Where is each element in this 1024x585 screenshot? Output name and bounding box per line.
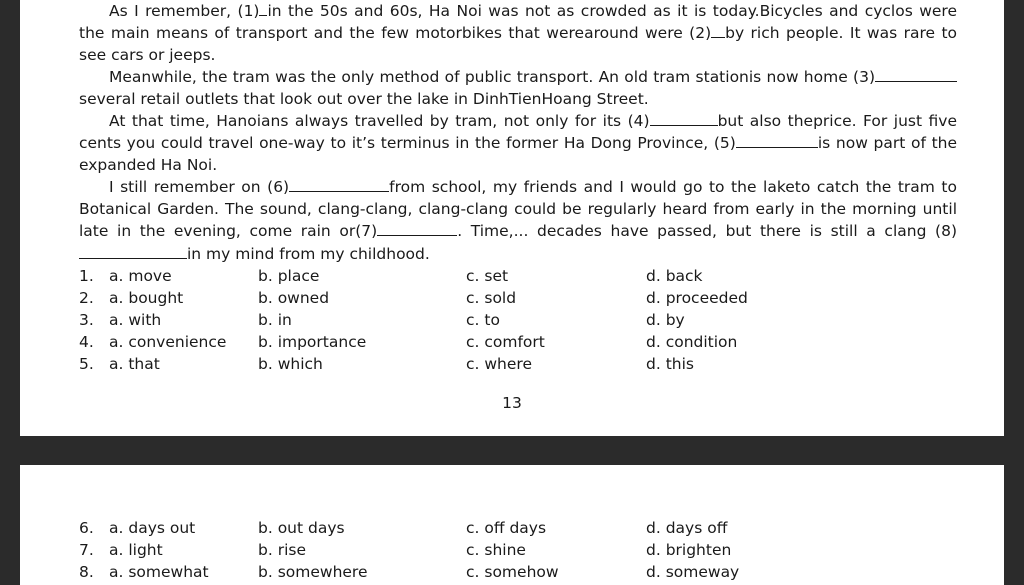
question-number: 1. xyxy=(79,267,94,285)
blank-8 xyxy=(79,243,187,259)
option-a: a. with xyxy=(109,311,162,329)
option-d: d. condition xyxy=(646,333,738,351)
option-d: d. by xyxy=(646,311,685,329)
question-row-2 xyxy=(20,287,1004,309)
worksheet-page-14 xyxy=(20,465,1004,585)
option-b: b. owned xyxy=(258,289,330,307)
blank-2 xyxy=(711,22,725,38)
option-a: a. light xyxy=(109,541,163,559)
question-row-1 xyxy=(20,265,1004,287)
blank-3a xyxy=(875,66,935,82)
option-d: d. days off xyxy=(646,519,728,537)
passage-paragraph-1: As I remember, (1) in the 50s and 60s, Ha Noi was not as crowded as it is today.Bicycles and cyclos were the main means of transport and the few motorbikes that werearound were (2) by rich people. It was rare to see cars or jeeps. xyxy=(79,2,958,65)
blank-4 xyxy=(650,110,718,126)
option-d: d. back xyxy=(646,267,703,285)
passage-paragraph-2: Meanwhile, the tram was the only method of public transport. An old tram stationis now home (3)several retail outlets that look out over the lake in DinhTienHoang Street. xyxy=(79,66,957,110)
option-a: a. days out xyxy=(109,519,196,537)
page-number: 13 xyxy=(502,394,522,412)
option-c: c. off days xyxy=(466,519,547,537)
option-c: c. shine xyxy=(466,541,526,559)
option-c: c. to xyxy=(466,311,500,329)
question-row-7 xyxy=(20,539,1004,561)
option-d: d. someway xyxy=(646,563,740,581)
option-a: a. that xyxy=(109,355,160,373)
question-number: 4. xyxy=(79,333,94,351)
option-c: c. sold xyxy=(466,289,517,307)
question-row-8 xyxy=(20,561,1004,583)
blank-5 xyxy=(736,132,818,148)
option-a: a. somewhat xyxy=(109,563,209,581)
option-d: d. brighten xyxy=(646,541,732,559)
question-number: 5. xyxy=(79,355,94,373)
question-row-5 xyxy=(20,353,1004,375)
passage-paragraph-3: At that time, Hanoians always travelled by tram, not only for its (4) but also theprice. For just five cents you could travel one-way to it’s terminus in the former Ha Dong Province, (5) is now part of the expanded Ha Noi. xyxy=(79,112,958,175)
question-number: 7. xyxy=(79,541,94,559)
option-b: b. which xyxy=(258,355,323,373)
option-c: c. somehow xyxy=(466,563,559,581)
question-number: 3. xyxy=(79,311,94,329)
option-c: c. comfort xyxy=(466,333,545,351)
question-row-4 xyxy=(20,331,1004,353)
option-c: c. where xyxy=(466,355,532,373)
option-a: a. move xyxy=(109,267,172,285)
question-row-3 xyxy=(20,309,1004,331)
option-a: a. convenience xyxy=(109,333,227,351)
option-c: c. set xyxy=(466,267,509,285)
option-b: b. place xyxy=(258,267,320,285)
option-b: b. somewhere xyxy=(258,563,368,581)
question-row-6 xyxy=(20,517,1004,539)
question-number: 2. xyxy=(79,289,94,307)
worksheet-page-13 xyxy=(20,0,1004,436)
blank-6 xyxy=(289,176,389,192)
option-d: d. proceeded xyxy=(646,289,748,307)
option-b: b. importance xyxy=(258,333,367,351)
blank-3b xyxy=(935,66,957,82)
blank-7 xyxy=(377,220,457,236)
passage-paragraph-4: I still remember on (6) from school, my friends and I would go to the laketo catch the tram to Botanical Garden. The sound, clang-clang, clang-clang could be regularly heard from early in the morning until late in the evening, come rain or(7) . Time,... decades have passed, but there is still a clang (8)in my mind from my childhood. xyxy=(79,178,957,263)
option-d: d. this xyxy=(646,355,694,373)
question-number: 8. xyxy=(79,563,94,581)
option-b: b. rise xyxy=(258,541,306,559)
option-b: b. out days xyxy=(258,519,345,537)
option-a: a. bought xyxy=(109,289,184,307)
question-number: 6. xyxy=(79,519,94,537)
option-b: b. in xyxy=(258,311,292,329)
